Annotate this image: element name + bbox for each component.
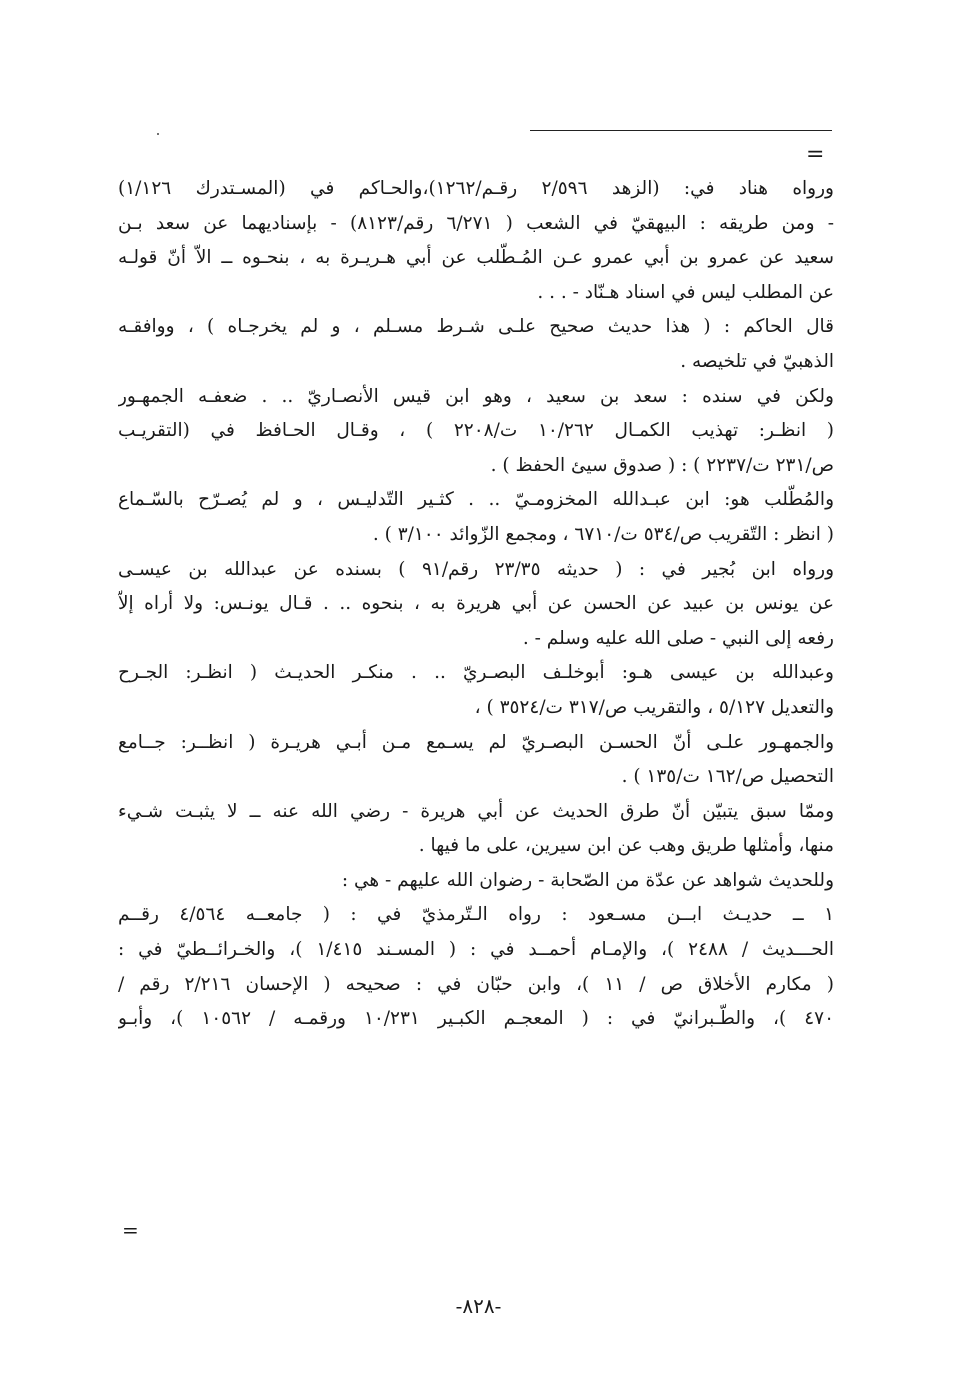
text-line: الذهبيّ في تلخيصه . xyxy=(680,350,834,372)
scan-speck xyxy=(157,133,159,135)
text-line: سعيد عن عمرو بن أبي عمرو عـن المُـطّلب عن أبي هـريـرة به ، بنحـوه ــ الاّ أنّ قولـه xyxy=(118,247,834,269)
text-line: ١ ــ حديـث ابــن مسـعود : رواه الـتّرمذيّ في : ( جامعــه ٤/٥٦٤ رقــم xyxy=(118,904,834,926)
page-number: -٨٢٨- xyxy=(455,1294,502,1318)
text-line: ( انظر : التّقريب ص/٥٣٤ ت/٦٧١٠ ، ومجمع الزّوائد ٣/١٠٠ ) . xyxy=(372,523,834,545)
top-rule xyxy=(530,130,832,131)
text-line: رفعه إلى النبي - صلى الله عليه وسلم - . xyxy=(522,627,834,649)
text-line: ( مكارم الأخلاق ص / ١١ )، وابن حبّان في : صحيحه ( الإحسان ٢/٢١٦ رقم / xyxy=(118,973,834,995)
text-line: ولكن في سنده : سعد بن سعيد ، وهو ابن قيس الأنصـاريّ .. . ضعفـه الجمهـور xyxy=(118,385,834,407)
text-line: ( انظـر: تهذيب الكمـال ١٠/٢٦٢ ت/٢٢٠٨ ) ، وقـال الحـافظ في (التقريـب xyxy=(118,420,834,442)
text-line: عن المطلب ليس في اسناد هـنّاد - . . . xyxy=(537,281,834,303)
continuation-mark-bottom: = xyxy=(122,1218,139,1242)
text-line: والجمهـور علـى أنّ الحسـن البصـريّ لم يسـمع مـن أبـي هريـرة ( انظــر: جــامع xyxy=(118,731,834,753)
continuation-mark-top: = xyxy=(806,142,825,167)
text-line: - ومن طريقه : البيهقيّ في الشعب ( ٦/٢٧١ رقم/٨١٢٣) - بإسناديهما عن سعد بـن xyxy=(118,212,834,234)
text-line: قال الحاكم : ( هذا حديث صحيح علـى شـرط مسـلم ، و لم يخرجـاه ) ، ووافقـه xyxy=(118,316,834,338)
body-text xyxy=(118,172,834,1037)
text-line: الحـــديث / ٢٤٨٨ )، والإمـام أحمــد في : ( المسـند ١/٤١٥ )، والخـرائــطيّ في : xyxy=(118,939,834,961)
text-line: والتعديل ٥/١٢٧ ، والتقريب ص/٣١٧ ت/٣٥٢٤ ) ، xyxy=(474,696,834,718)
text-line: ص/٢٣١ ت/٢٢٣٧ ) : ( صدوق سيئ الحفظ ) . xyxy=(490,454,834,476)
text-line: وعبدالله بن عيسى هـو: أبوخلـف البصـريّ .. . منكـر الحديـث ( انظـر: الجـرح xyxy=(118,662,834,684)
text-line: منها، وأمثلها طريق وهب عن ابن سيرين، على ما فيها . xyxy=(418,835,834,857)
text-line: التحصيل ص/١٦٢ ت/١٣٥ ) . xyxy=(621,766,834,788)
text-line: عن يونس بن عبيد عن الحسن عن أبي هريرة به ، بنحوه .. . قـال يونـس: ولا أراه إلاّ xyxy=(118,593,834,615)
text-line: ورواه ابن بُجير في : ( حديثه ٢٣/٣٥ رقم/٩١ ) بسنده عن عبدالله بن عيسـى xyxy=(118,558,834,580)
text-line: وللحديث شواهد عن عدّة من الصّحابة - رضوان الله عليهم - هي : xyxy=(341,869,834,891)
text-line: ورواه هناد في: (الزهد ٢/٥٩٦ رقـم/١٢٦٢)،والحـاكم في (المسـتدرك ١/١٢٦) xyxy=(118,178,834,199)
text-line: ٤٧٠ )، والطّـبرانيّ في : ( المعجـم الكبـير ١٠/٢٣١ ورقمـه / ١٠٥٦٢ )، وأبـو xyxy=(118,1008,834,1030)
text-line: والمُطّلب هو: ابن عبـدالله المخزومـيّ .. . كثـير التّدليـس ، و لم يُصـرّح بالسّـماع xyxy=(118,489,834,511)
text-line: وممّا سبق يتبيّن أنّ طرق الحديث عن أبي هريرة - رضي الله عنه ــ لا يثبـت شـيء xyxy=(118,800,834,822)
